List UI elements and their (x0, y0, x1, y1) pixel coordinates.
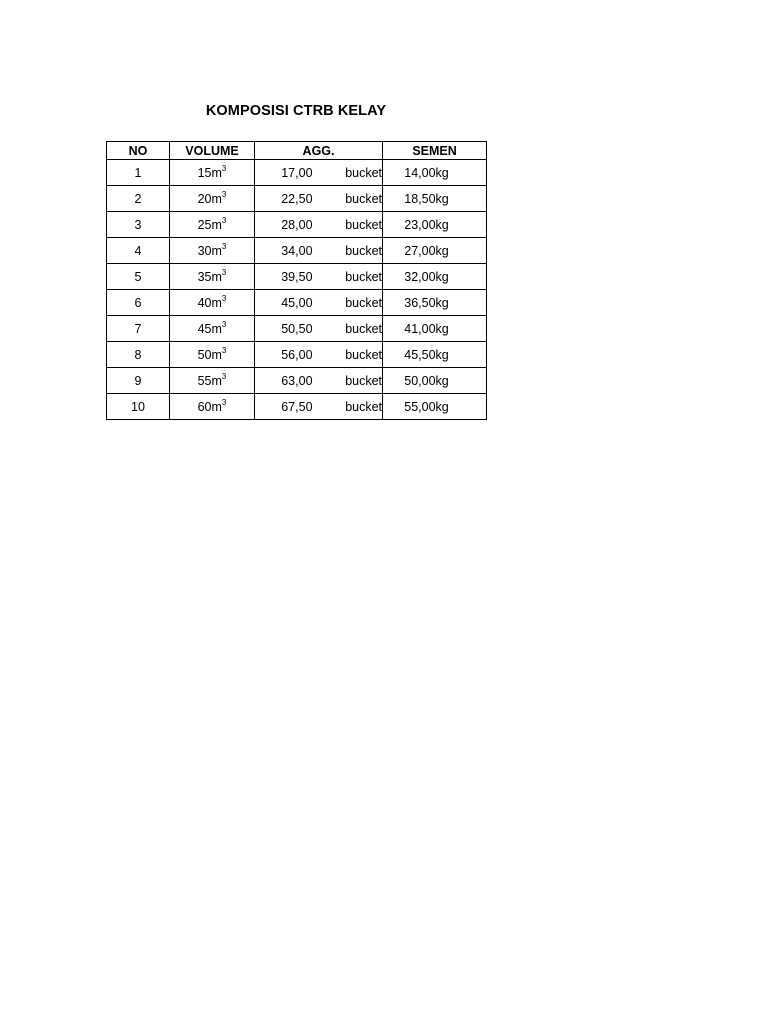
cell-agg: 50,50 (255, 316, 313, 342)
cell-no: 7 (107, 316, 170, 342)
table-body (107, 160, 487, 420)
cell-semen: 50,00 (383, 368, 436, 394)
cell-volume: 20 (170, 186, 212, 212)
cell-volume-unit (212, 342, 255, 368)
cell-no: 3 (107, 212, 170, 238)
volume-unit-exponent: 3 (221, 319, 227, 329)
volume-unit-exponent: 3 (221, 163, 227, 173)
cell-no: 4 (107, 238, 170, 264)
cell-agg-unit: bucket (313, 394, 383, 420)
cell-no: 6 (107, 290, 170, 316)
volume-unit-base: m (211, 269, 222, 284)
cell-volume-unit (212, 394, 255, 420)
cell-agg-unit: bucket (313, 160, 383, 186)
table-row (107, 212, 487, 238)
header-semen: SEMEN (383, 142, 487, 160)
table-row (107, 160, 487, 186)
cell-volume: 15 (170, 160, 212, 186)
cell-agg: 56,00 (255, 342, 313, 368)
cell-volume-unit (212, 264, 255, 290)
composition-table (106, 141, 487, 420)
cell-volume: 30 (170, 238, 212, 264)
table-row (107, 342, 487, 368)
cell-volume: 60 (170, 394, 212, 420)
cell-no: 8 (107, 342, 170, 368)
cell-semen-unit: kg (436, 290, 487, 316)
cell-agg-unit: bucket (313, 264, 383, 290)
volume-unit-base: m (211, 347, 222, 362)
cell-semen: 41,00 (383, 316, 436, 342)
table-row (107, 394, 487, 420)
cell-agg-unit: bucket (313, 212, 383, 238)
volume-unit-exponent: 3 (221, 189, 227, 199)
cell-semen: 27,00 (383, 238, 436, 264)
cell-volume: 50 (170, 342, 212, 368)
volume-unit-exponent: 3 (221, 293, 227, 303)
cell-agg: 34,00 (255, 238, 313, 264)
cell-volume-unit (212, 316, 255, 342)
cell-agg-unit: bucket (313, 186, 383, 212)
cell-volume-unit (212, 212, 255, 238)
header-row (107, 142, 487, 160)
volume-unit-base: m (211, 217, 222, 232)
volume-unit-base: m (211, 243, 222, 258)
cell-volume-unit (212, 290, 255, 316)
cell-no: 10 (107, 394, 170, 420)
cell-agg: 28,00 (255, 212, 313, 238)
table-row (107, 290, 487, 316)
cell-volume: 40 (170, 290, 212, 316)
volume-unit-base: m (211, 399, 222, 414)
cell-semen-unit: kg (436, 186, 487, 212)
cell-semen: 14,00 (383, 160, 436, 186)
page-title: KOMPOSISI CTRB KELAY (205, 103, 387, 119)
cell-semen-unit: kg (436, 316, 487, 342)
volume-unit-exponent: 3 (221, 371, 227, 381)
table-row (107, 238, 487, 264)
volume-unit-exponent: 3 (221, 267, 227, 277)
cell-agg: 45,00 (255, 290, 313, 316)
cell-agg: 67,50 (255, 394, 313, 420)
cell-volume-unit (212, 368, 255, 394)
cell-volume: 35 (170, 264, 212, 290)
volume-unit-base: m (211, 165, 222, 180)
cell-semen-unit: kg (436, 368, 487, 394)
volume-unit-exponent: 3 (221, 241, 227, 251)
cell-agg: 17,00 (255, 160, 313, 186)
volume-unit-base: m (211, 321, 222, 336)
cell-no: 5 (107, 264, 170, 290)
cell-semen: 18,50 (383, 186, 436, 212)
table-row (107, 316, 487, 342)
header-agg: AGG. (255, 142, 383, 160)
cell-agg: 22,50 (255, 186, 313, 212)
volume-unit-base: m (211, 373, 222, 388)
cell-agg-unit: bucket (313, 368, 383, 394)
table-row (107, 368, 487, 394)
volume-unit-base: m (211, 295, 222, 310)
volume-unit-exponent: 3 (221, 345, 227, 355)
cell-semen-unit: kg (436, 264, 487, 290)
cell-volume: 45 (170, 316, 212, 342)
header-no: NO (107, 142, 170, 160)
cell-no: 1 (107, 160, 170, 186)
cell-semen-unit: kg (436, 160, 487, 186)
cell-semen: 32,00 (383, 264, 436, 290)
cell-semen-unit: kg (436, 212, 487, 238)
cell-semen-unit: kg (436, 394, 487, 420)
cell-semen-unit: kg (436, 238, 487, 264)
cell-no: 2 (107, 186, 170, 212)
volume-unit-base: m (211, 191, 222, 206)
header-volume: VOLUME (170, 142, 255, 160)
table-row (107, 186, 487, 212)
table-row (107, 264, 487, 290)
cell-volume: 55 (170, 368, 212, 394)
cell-semen: 45,50 (383, 342, 436, 368)
cell-volume-unit (212, 238, 255, 264)
cell-agg-unit: bucket (313, 342, 383, 368)
cell-agg: 63,00 (255, 368, 313, 394)
cell-semen-unit: kg (436, 342, 487, 368)
cell-agg-unit: bucket (313, 290, 383, 316)
cell-agg: 39,50 (255, 264, 313, 290)
cell-semen: 23,00 (383, 212, 436, 238)
table-header (107, 142, 487, 160)
cell-semen: 55,00 (383, 394, 436, 420)
volume-unit-exponent: 3 (221, 397, 227, 407)
cell-agg-unit: bucket (313, 238, 383, 264)
volume-unit-exponent: 3 (221, 215, 227, 225)
cell-agg-unit: bucket (313, 316, 383, 342)
cell-volume-unit (212, 186, 255, 212)
cell-no: 9 (107, 368, 170, 394)
cell-volume-unit (212, 160, 255, 186)
cell-semen: 36,50 (383, 290, 436, 316)
cell-volume: 25 (170, 212, 212, 238)
